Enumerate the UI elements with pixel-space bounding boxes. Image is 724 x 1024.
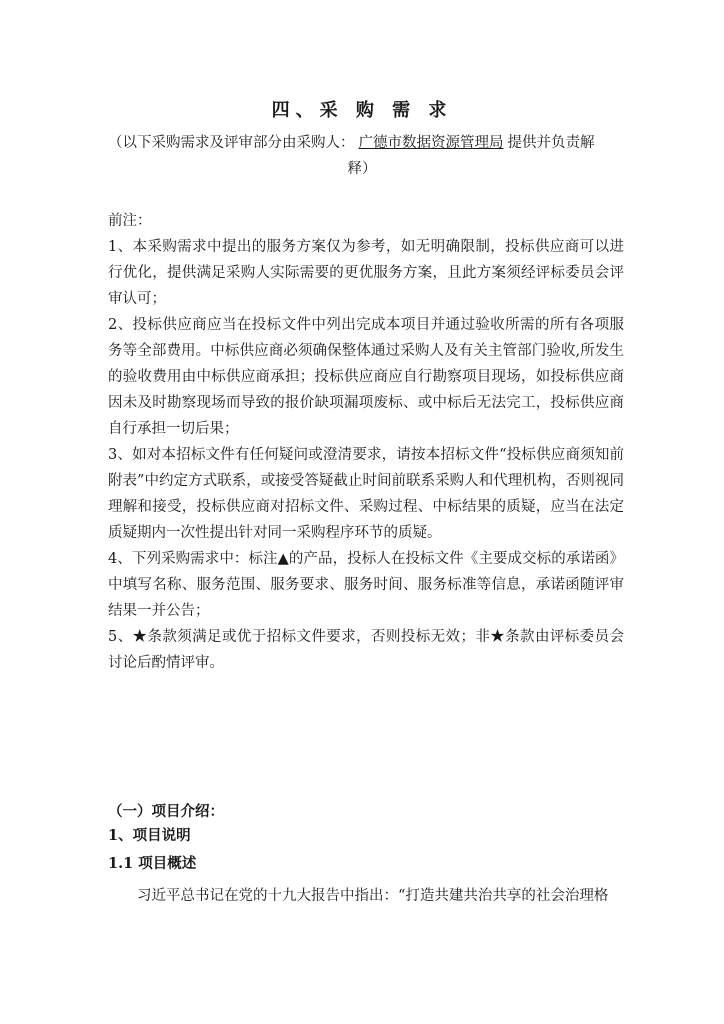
overview-paragraph: 习近平总书记在党的十九大报告中指出：“打造共建共治共享的社会治理格 bbox=[137, 888, 609, 904]
subtitle-line2: 释） bbox=[347, 161, 377, 177]
note-item: 3、如对本招标文件有任何疑问或澄清要求，请按本招标文件“投标供应商须知前附表”中约定方式联系，或接受答疑截止时间前联系采购人和代理机构，否则视同理解和接受，投标供应商对招标文件、采购过程、中标结果的质疑，应当在法定质疑期内一次性提出针对同一采购程序环节的质疑。 bbox=[108, 447, 624, 541]
note-item: 4、下列采购需求中：标注▲的产品，投标人在投标文件《主要成交标的承诺函》中填写名称、服务范围、服务要求、服务时间、服务标准等信息，承诺函随评审结果一并公告； bbox=[108, 551, 624, 619]
purchaser-name: 广德市数据资源管理局 bbox=[358, 135, 504, 151]
document-subtitle bbox=[108, 130, 624, 156]
section-heading-1-1: 1.1 项目概述 bbox=[108, 855, 197, 872]
subtitle-before: （以下采购需求及评审部分由采购人： bbox=[108, 135, 355, 151]
note-item: 2、投标供应商应当在投标文件中列出完成本项目并通过验收所需的所有各项服务等全部费用。中标供应商必须确保整体通过采购人及有关主管部门验收,所发生的验收费用由中标供应商承担；投标供应商应自行勘察项目现场，如投标供应商因未及时勘察现场而导致的报价缺项漏项废标、或中标后无法完工，投标供应商自行承担一切后果； bbox=[108, 317, 624, 437]
section-heading-intro: （一）项目介绍： bbox=[108, 803, 224, 820]
subtitle-after: 提供并负责解 bbox=[507, 135, 595, 151]
preface-label: 前注： bbox=[108, 213, 152, 229]
section-heading-1: 1、项目说明 bbox=[108, 827, 191, 844]
preface-notes bbox=[108, 208, 624, 676]
note-item: 5、★条款须满足或优于招标文件要求，否则投标无效；非★条款由评标委员会讨论后酌情评审。 bbox=[108, 629, 624, 671]
note-item: 1、本采购需求中提出的服务方案仅为参考，如无明确限制，投标供应商可以进行优化，提供满足采购人实际需要的更优服务方案，且此方案须经评标委员会评审认可； bbox=[108, 239, 624, 307]
document-title: 四、采 购 需 求 bbox=[271, 100, 453, 121]
